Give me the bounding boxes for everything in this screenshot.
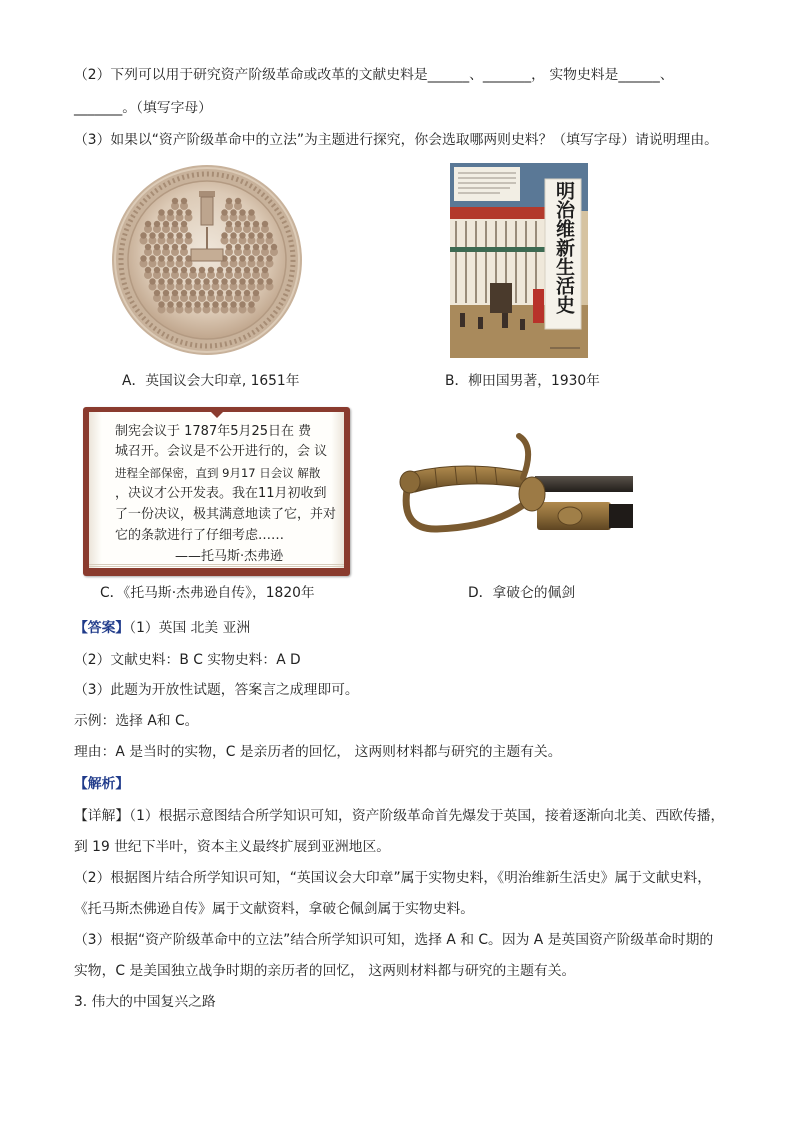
seal-figure-head — [145, 267, 151, 273]
seal-figure-head — [181, 290, 187, 296]
excerpt-line: 制宪会议于 1787年5月25日在 费 — [115, 424, 312, 439]
sword-knuckle-bow — [406, 490, 527, 529]
cover-balcony — [450, 247, 545, 252]
seal-figure-head — [230, 209, 236, 215]
seal-figure-head — [239, 255, 245, 261]
seal-figure-head — [262, 244, 268, 250]
answer-line-1 — [74, 618, 250, 638]
seal-figure-head — [158, 278, 164, 284]
seal-figure-head — [172, 198, 178, 204]
seal-figure-head — [190, 290, 196, 296]
sword-pommel — [400, 471, 420, 493]
seal-figure-head — [248, 209, 254, 215]
seal-figure-head — [199, 267, 205, 273]
seal-figure-head — [185, 301, 191, 307]
seal-figure-head — [158, 232, 164, 238]
seal-figure-head — [185, 278, 191, 284]
seal-figure-head — [253, 290, 259, 296]
seal-figure-head — [244, 290, 250, 296]
seal-figure-head — [212, 278, 218, 284]
seal-figure-head — [185, 209, 191, 215]
excerpt-page — [89, 412, 344, 568]
analysis-tag: 【解析】 — [74, 776, 130, 792]
sword-blade-scabbard — [535, 476, 633, 492]
seal-figure-head — [271, 244, 277, 250]
seal-figure-head — [266, 255, 272, 261]
seal-figure-head — [217, 267, 223, 273]
book-spine-notch — [211, 412, 223, 418]
seal-figure-head — [176, 255, 182, 261]
seal-figure-head — [145, 221, 151, 227]
seal-figure-head — [203, 301, 209, 307]
seal-canopy — [199, 191, 215, 197]
seal-figure-head — [230, 232, 236, 238]
answer-part-3: （3）此题为开放性试题，答案言之成理即可。 — [74, 682, 359, 698]
page-edge-line — [89, 564, 344, 565]
seal-figure-head — [239, 301, 245, 307]
answer-reason: 理由：A 是当时的实物，C 是亲历者的回忆， 这两则材料都与研究的主题有关。 — [74, 744, 562, 760]
seal-figure-head — [248, 278, 254, 284]
excerpt-line: 它的条款进行了仔细考虑…… — [115, 528, 285, 543]
seal-figure-head — [253, 244, 259, 250]
analysis-text: （1）根据示意图结合所学知识可知，资产阶级革命首先爆发于英国，接着逐渐向北美、西欧传播， — [129, 808, 725, 824]
seal-figure-head — [149, 278, 155, 284]
seal-figure-head — [253, 221, 259, 227]
parliament-seal-image — [110, 163, 304, 357]
seal-figure-head — [239, 232, 245, 238]
seal-figure-head — [140, 232, 146, 238]
seal-figure-head — [172, 221, 178, 227]
answer-tag: 【答案】 — [74, 620, 130, 636]
seal-figure-head — [158, 301, 164, 307]
question-2-line-2: _______。（填写字母） — [74, 100, 212, 116]
next-question-title: 3. 伟大的中国复兴之路 — [74, 994, 216, 1010]
seal-figure-head — [212, 301, 218, 307]
seal-figure-head — [235, 221, 241, 227]
seal-figure-head — [167, 278, 173, 284]
seal-figure-head — [149, 232, 155, 238]
analysis-line-1 — [74, 806, 724, 826]
seal-figure-head — [230, 255, 236, 261]
caption-b: B．柳田国男著，1930年 — [445, 373, 600, 389]
seal-figure-head — [167, 209, 173, 215]
seal-figure-head — [149, 255, 155, 261]
caption-c: C．《托马斯·杰弗逊自传》，1820年 — [100, 585, 315, 601]
seal-figure-head — [226, 267, 232, 273]
seal-figure-head — [235, 244, 241, 250]
excerpt-line: 进程全部保密，直到 9月17 日会议 解散 — [115, 466, 321, 480]
excerpt-line: 城召开。会议是不公开进行的，会 议 — [115, 444, 328, 459]
seal-figure-head — [181, 244, 187, 250]
seal-table — [191, 249, 223, 261]
seal-figure-head — [221, 232, 227, 238]
seal-figure-head — [230, 278, 236, 284]
seal-figure-head — [167, 301, 173, 307]
seal-figure-head — [163, 290, 169, 296]
seal-figure-head — [257, 278, 263, 284]
question-3: （3）如果以“资产阶级革命中的立法”为主题进行探究，你会选取哪两则史料？（填写字母）请说明理由。 — [74, 132, 718, 148]
question-2-line-1: （2）下列可以用于研究资产阶级革命或改革的文献史料是______、_______， 实物史料是______、 — [74, 67, 674, 83]
seal-figure-head — [257, 232, 263, 238]
seal-figure-head — [226, 221, 232, 227]
seal-figure-head — [176, 232, 182, 238]
seal-figure-head — [167, 232, 173, 238]
cover-carriage — [490, 283, 512, 313]
seal-figure-head — [235, 267, 241, 273]
sword-grip — [413, 466, 527, 492]
seal-figure-head — [190, 267, 196, 273]
seal-figure-head — [221, 278, 227, 284]
analysis-line-5: （3）根据“资产阶级革命中的立法”结合所学知识可知，选择 A 和 C。因为 A 是英国资产阶级革命时期的 — [74, 932, 714, 948]
seal-figure-head — [244, 267, 250, 273]
seal-figure-head — [203, 278, 209, 284]
seal-figure-head — [230, 301, 236, 307]
analysis-line-6: 实物，C 是美国独立战争时期的亲历者的回忆， 这两则材料都与研究的主题有关。 — [74, 963, 576, 979]
seal-figure-head — [158, 209, 164, 215]
answer-example: 示例：选择 A和 C。 — [74, 713, 199, 729]
seal-figure-head — [181, 198, 187, 204]
seal-figure-head — [257, 255, 263, 261]
detail-tag: 【详解】 — [74, 808, 130, 824]
sword-shell-guard — [519, 477, 545, 511]
seal-figure-head — [185, 232, 191, 238]
seal-speaker-chair — [201, 197, 213, 225]
excerpt-signature: ——托马斯·杰弗逊 — [175, 549, 284, 564]
excerpt-line: 了一份决议，极其满意地读了它，并对 — [115, 507, 337, 522]
caption-a: A．英国议会大印章, 1651年 — [122, 373, 300, 389]
napoleon-sword-image — [395, 432, 635, 540]
seal-figure-head — [154, 290, 160, 296]
seal-figure-head — [172, 290, 178, 296]
seal-figure-head — [172, 267, 178, 273]
seal-figure-head — [239, 278, 245, 284]
seal-figure-head — [163, 221, 169, 227]
analysis-line-4: 《托马斯杰佛逊自传》属于文献资料，拿破仑佩剑属于实物史料。 — [74, 901, 475, 917]
autobiography-excerpt-frame — [83, 407, 350, 576]
seal-figure-head — [262, 267, 268, 273]
seal-figure-head — [221, 301, 227, 307]
book-cover-title: 明治维新生活史 — [553, 181, 575, 314]
seal-figure-head — [226, 198, 232, 204]
sword-scabbard-tip — [609, 504, 633, 528]
seal-figure-head — [176, 209, 182, 215]
seal-figure-head — [248, 301, 254, 307]
seal-figure-head — [176, 278, 182, 284]
caption-d: D．拿破仑的佩剑 — [468, 585, 576, 601]
seal-figure-head — [266, 232, 272, 238]
seal-figure-head — [194, 301, 200, 307]
seal-figure-head — [226, 244, 232, 250]
seal-figure-head — [235, 290, 241, 296]
seal-figure-head — [244, 221, 250, 227]
seal-figure-head — [176, 301, 182, 307]
excerpt-line: ，决议才公开发表。我在11月初收到 — [115, 486, 327, 501]
seal-figure-head — [163, 267, 169, 273]
seal-figure-head — [266, 278, 272, 284]
seal-figure-head — [239, 209, 245, 215]
seal-figure-head — [181, 221, 187, 227]
seal-figure-head — [253, 267, 259, 273]
seal-figure-head — [226, 290, 232, 296]
answer-part-2: （2）文献史料：B C 实物史料：A D — [74, 652, 301, 668]
seal-figure-head — [181, 267, 187, 273]
seal-figure-head — [235, 198, 241, 204]
seal-figure-head — [248, 255, 254, 261]
cover-roof — [450, 207, 545, 219]
seal-figure-head — [145, 244, 151, 250]
seal-figure-head — [158, 255, 164, 261]
cover-red-stamp — [533, 289, 544, 323]
seal-figure-head — [244, 244, 250, 250]
seal-figure-head — [163, 244, 169, 250]
seal-figure-head — [208, 290, 214, 296]
seal-figure-head — [140, 255, 146, 261]
seal-figure-head — [167, 255, 173, 261]
page-edge-line — [89, 566, 344, 567]
seal-figure-head — [154, 267, 160, 273]
analysis-line-2: 到 19 世纪下半叶，资本主义最终扩展到亚洲地区。 — [74, 839, 391, 855]
analysis-line-3: （2）根据图片结合所学知识可知，“英国议会大印章”属于实物史料，《明治维新生活史》属于文献史料， — [74, 870, 712, 886]
answer-part-1: （1）英国 北美 亚洲 — [129, 620, 251, 636]
seal-figure-head — [208, 267, 214, 273]
seal-figure-head — [199, 290, 205, 296]
seal-figure-head — [262, 221, 268, 227]
seal-figure-head — [221, 209, 227, 215]
seal-figure-head — [172, 244, 178, 250]
sword-scabbard-ornament — [558, 507, 582, 525]
cover-blurb-box — [454, 167, 520, 201]
seal-figure-head — [154, 221, 160, 227]
seal-figure-head — [217, 290, 223, 296]
seal-figure-head — [248, 232, 254, 238]
seal-figure-head — [154, 244, 160, 250]
seal-figure-head — [194, 278, 200, 284]
